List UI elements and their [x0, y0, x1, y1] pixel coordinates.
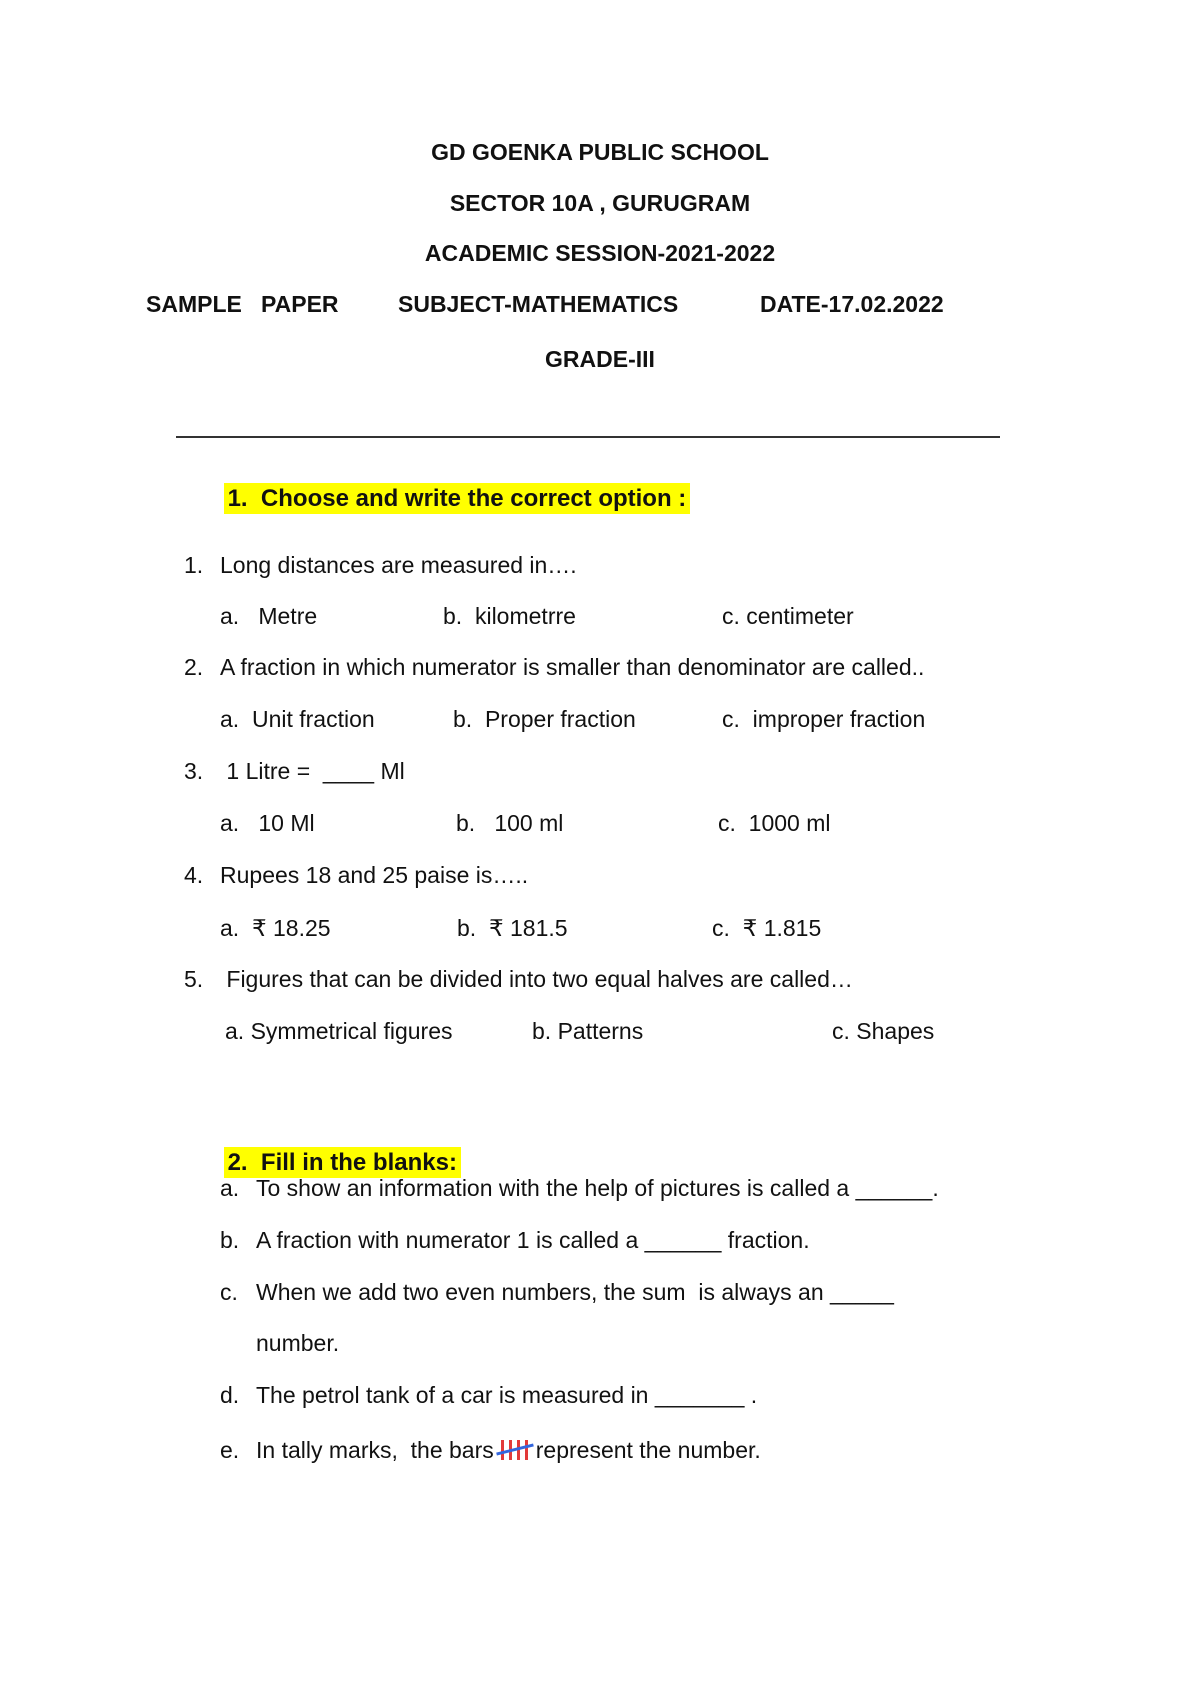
question-number: 3. [184, 758, 204, 784]
question-number: 4. [184, 862, 204, 888]
blank-letter: c. [220, 1279, 238, 1305]
option-a: a. 10 Ml [220, 810, 315, 836]
blank-text: When we add two even numbers, the sum is always an _____ [256, 1279, 894, 1305]
question-number: 1. [184, 552, 204, 578]
option-a: a. ₹ 18.25 [220, 915, 331, 941]
exam-date: DATE-17.02.2022 [760, 291, 944, 317]
option-c: c. Shapes [832, 1018, 935, 1044]
academic-session: ACADEMIC SESSION-2021-2022 [424, 240, 776, 266]
question-text: 1 Litre = ____ Ml [220, 758, 405, 784]
divider [176, 436, 1000, 438]
blank-text: To show an information with the help of pictures is called a ______. [256, 1175, 939, 1201]
option-b: b. Proper fraction [453, 706, 636, 732]
blank-text: A fraction with numerator 1 is called a ______ fraction. [256, 1227, 810, 1253]
option-c: c. improper fraction [722, 706, 926, 732]
blank-letter: d. [220, 1382, 240, 1408]
option-c: c. centimeter [722, 603, 854, 629]
tally-text-before: In tally marks, the bars [256, 1437, 494, 1463]
question-text: Long distances are measured in…. [220, 552, 577, 578]
grade: GRADE-III [545, 346, 655, 372]
question-text: Figures that can be divided into two equal halves are called… [220, 966, 853, 992]
blank-text-with-tally [256, 1436, 761, 1464]
blank-letter: e. [220, 1437, 240, 1463]
section1-title-text: 1. Choose and write the correct option : [224, 483, 691, 514]
blank-letter: b. [220, 1227, 240, 1253]
option-b: b. Patterns [532, 1018, 644, 1044]
option-a: a. Symmetrical figures [225, 1018, 453, 1044]
option-a: a. Unit fraction [220, 706, 375, 732]
question-number: 2. [184, 654, 204, 680]
question-number: 5. [184, 966, 204, 992]
question-text: Rupees 18 and 25 paise is….. [220, 862, 529, 888]
option-a: a. Metre [220, 603, 318, 629]
tally-marks-icon [498, 1439, 532, 1461]
question-text: A fraction in which numerator is smaller than denominator are called.. [220, 654, 925, 680]
option-b: b. 100 ml [456, 810, 564, 836]
tally-text-after: represent the number. [535, 1437, 761, 1463]
blank-text: The petrol tank of a car is measured in _______ . [256, 1382, 758, 1408]
section2-title-text: 2. Fill in the blanks: [224, 1147, 461, 1178]
blank-text-continued: number. [256, 1330, 340, 1356]
option-b: b. ₹ 181.5 [457, 915, 568, 941]
school-address: SECTOR 10A , GURUGRAM [449, 190, 751, 216]
school-name: GD GOENKA PUBLIC SCHOOL [431, 139, 769, 165]
section1-title [198, 456, 690, 541]
option-c: c. ₹ 1.815 [712, 915, 822, 941]
subject: SUBJECT-MATHEMATICS [398, 291, 679, 317]
blank-letter: a. [220, 1175, 240, 1201]
option-b: b. kilometrre [443, 603, 576, 629]
option-c: c. 1000 ml [718, 810, 831, 836]
paper-type: SAMPLE PAPER [146, 291, 339, 317]
